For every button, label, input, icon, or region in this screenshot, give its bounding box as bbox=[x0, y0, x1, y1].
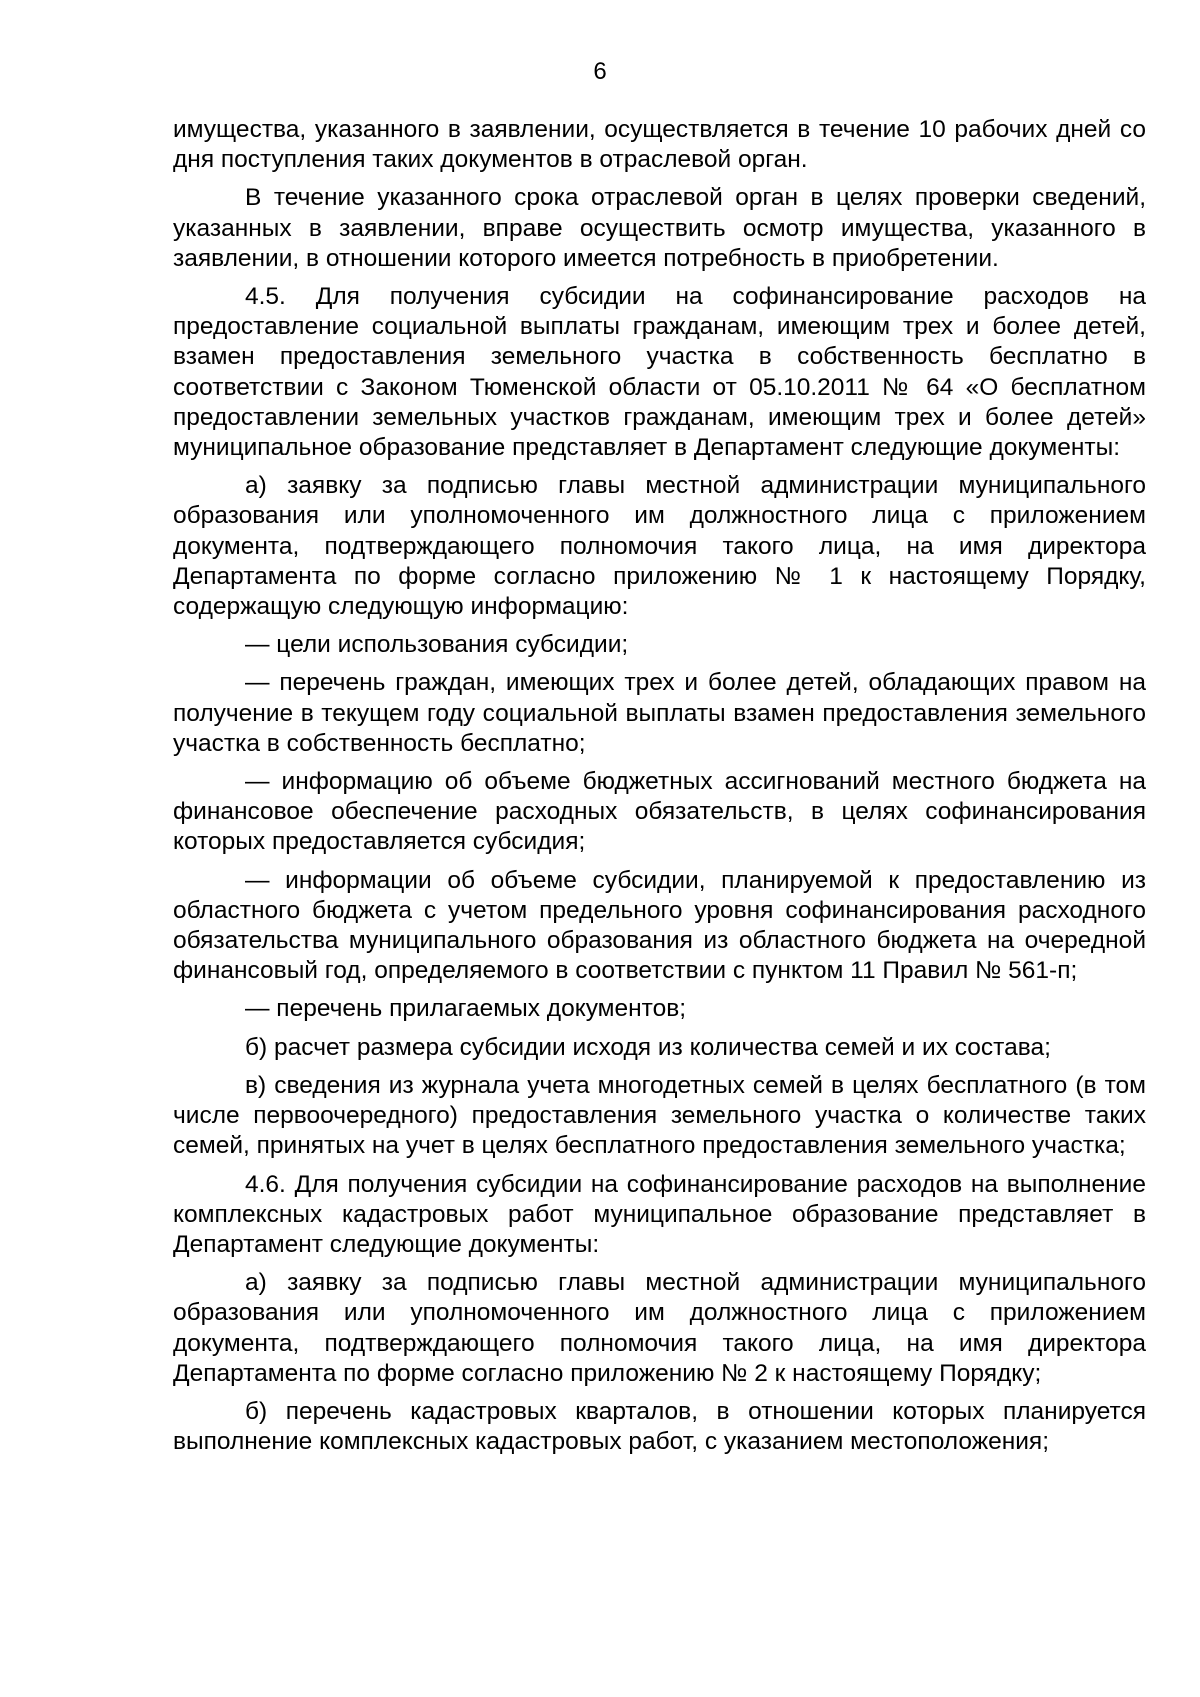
paragraph-section-4-5: 4.5. Для получения субсидии на софинансирование расходов на предоставление социальной выплаты гражданам, имеющим трех и более детей, взамен предоставления земельного участка в собственность бесплатно в соответствии с Законом Тюменской области от 05.10.2011 № 64 «О бесплатном предоставлении земельных участков гражданам, имеющим трех и более детей» муниципальное образование представляет в Департамент следующие документы: bbox=[173, 283, 1146, 462]
paragraph-item-v-journal: в) сведения из журнала учета многодетных семей в целях бесплатного (в том числе первоочередного) предоставления земельного участка о количестве таких семей, принятых на учет в целях бесплатного предоставления земельного участка; bbox=[173, 1071, 1146, 1160]
paragraph-item-b-cadastral-quarters: б) перечень кадастровых кварталов, в отношении которых планируется выполнение комплексных кадастровых работ, с указанием местоположения; bbox=[173, 1397, 1146, 1456]
paragraph-dash-subsidy-info: — информации об объеме субсидии, планируемой к предоставлению из областного бюджета с учетом предельного уровня софинансирования расходного обязательства муниципального образования из областного бюджета на очередной финансовый год, определяемого в соответствии с пунктом 11 Правил № 561-п; bbox=[173, 866, 1146, 985]
paragraph-item-a-cadastral-application: а) заявку за подписью главы местной администрации муниципального образования или уполномоченного им должностного лица с приложением документа, подтверждающего полномочия такого лица, на имя директора Департамента по форме согласно приложению № 2 к настоящему Порядку; bbox=[173, 1269, 1146, 1387]
paragraph-dash-budget-info: — информацию об объеме бюджетных ассигнований местного бюджета на финансовое обеспечение расходных обязательств, в целях софинансирования которых предоставляется субсидия; bbox=[173, 768, 1146, 856]
paragraph-section-4-6: 4.6. Для получения субсидии на софинансирование расходов на выполнение комплексных кадастровых работ муниципальное образование представляет в Департамент следующие документы: bbox=[173, 1170, 1146, 1258]
paragraph-dash-citizens-list: — перечень граждан, имеющих трех и более детей, обладающих правом на получение в текущем году социальной выплаты взамен предоставления земельного участка в собственность бесплатно; bbox=[173, 669, 1146, 757]
paragraph-item-a-application: а) заявку за подписью главы местной администрации муниципального образования или уполномоченного им должностного лица с приложением документа, подтверждающего полномочия такого лица, на имя директора Департамента по форме согласно приложению № 1 к настоящему Порядку, содержащую следующую информацию: bbox=[173, 472, 1146, 621]
document-body bbox=[173, 115, 1146, 1465]
paragraph-item-b-calculation: б) расчет размера субсидии исходя из количества семей и их состава; bbox=[245, 1033, 1051, 1061]
paragraph-continuation: имущества, указанного в заявлении, осуществляется в течение 10 рабочих дней со дня поступления таких документов в отраслевой орган. bbox=[173, 116, 1146, 174]
paragraph-dash-documents-list: — перечень прилагаемых документов; bbox=[245, 995, 687, 1023]
page-number: 6 bbox=[593, 58, 607, 85]
paragraph-inspection-term: В течение указанного срока отраслевой орган в целях проверки сведений, указанных в заявлении, вправе осуществить осмотр имущества, указанного в заявлении, в отношении которого имеется потребность в приобретении. bbox=[173, 184, 1146, 272]
paragraph-dash-goals: — цели использования субсидии; bbox=[245, 631, 629, 659]
